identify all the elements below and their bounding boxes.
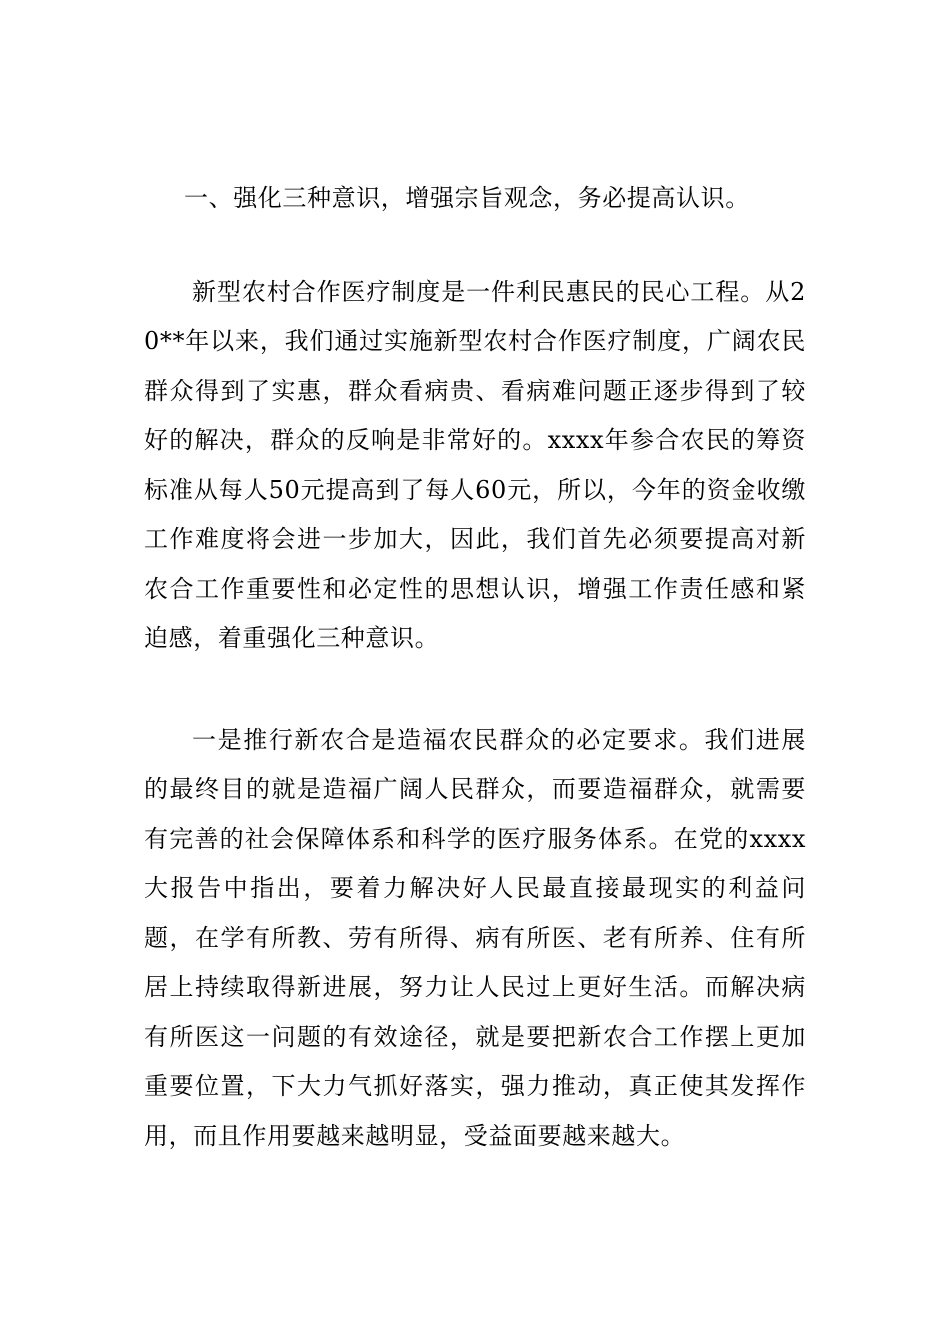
document-body — [144, 174, 806, 1161]
paragraph-1: 新型农村合作医疗制度是一件利民惠民的民心工程。从20**年以来，我们通过实施新型农村合作医疗制度，广阔农民群众得到了实惠，群众看病贵、看病难问题正逐步得到了较好的解决，群众的反响是非常好的。xxxx年参合农民的筹资标准从每人50元提高到了每人60元，所以，今年的资金收缴工作难度将会进一步加大，因此，我们首先必须要提高对新农合工作重要性和必定性的思想认识，增强工作责任感和紧迫感，着重强化三种意识。 — [144, 277, 806, 652]
section-heading: 一、强化三种意识，增强宗旨观念，务必提高认识。 — [184, 184, 750, 212]
paragraph-2: 一是推行新农合是造福农民群众的必定要求。我们进展的最终目的就是造福广阔人民群众，而要造福群众，就需要有完善的社会保障体系和科学的医疗服务体系。在党的xxxx大报告中指出，要着力解决好人民最直接最现实的利益问题，在学有所教、劳有所得、病有所医、老有所养、住有所居上持续取得新进展，努力让人民过上更好生活。而解决病有所医这一问题的有效途径，就是要把新农合工作摆上更加重要位置，下大力气抓好落实，强力推动，真正使其发挥作用，而且作用要越来越明显，受益面要越来越大。 — [144, 725, 806, 1150]
